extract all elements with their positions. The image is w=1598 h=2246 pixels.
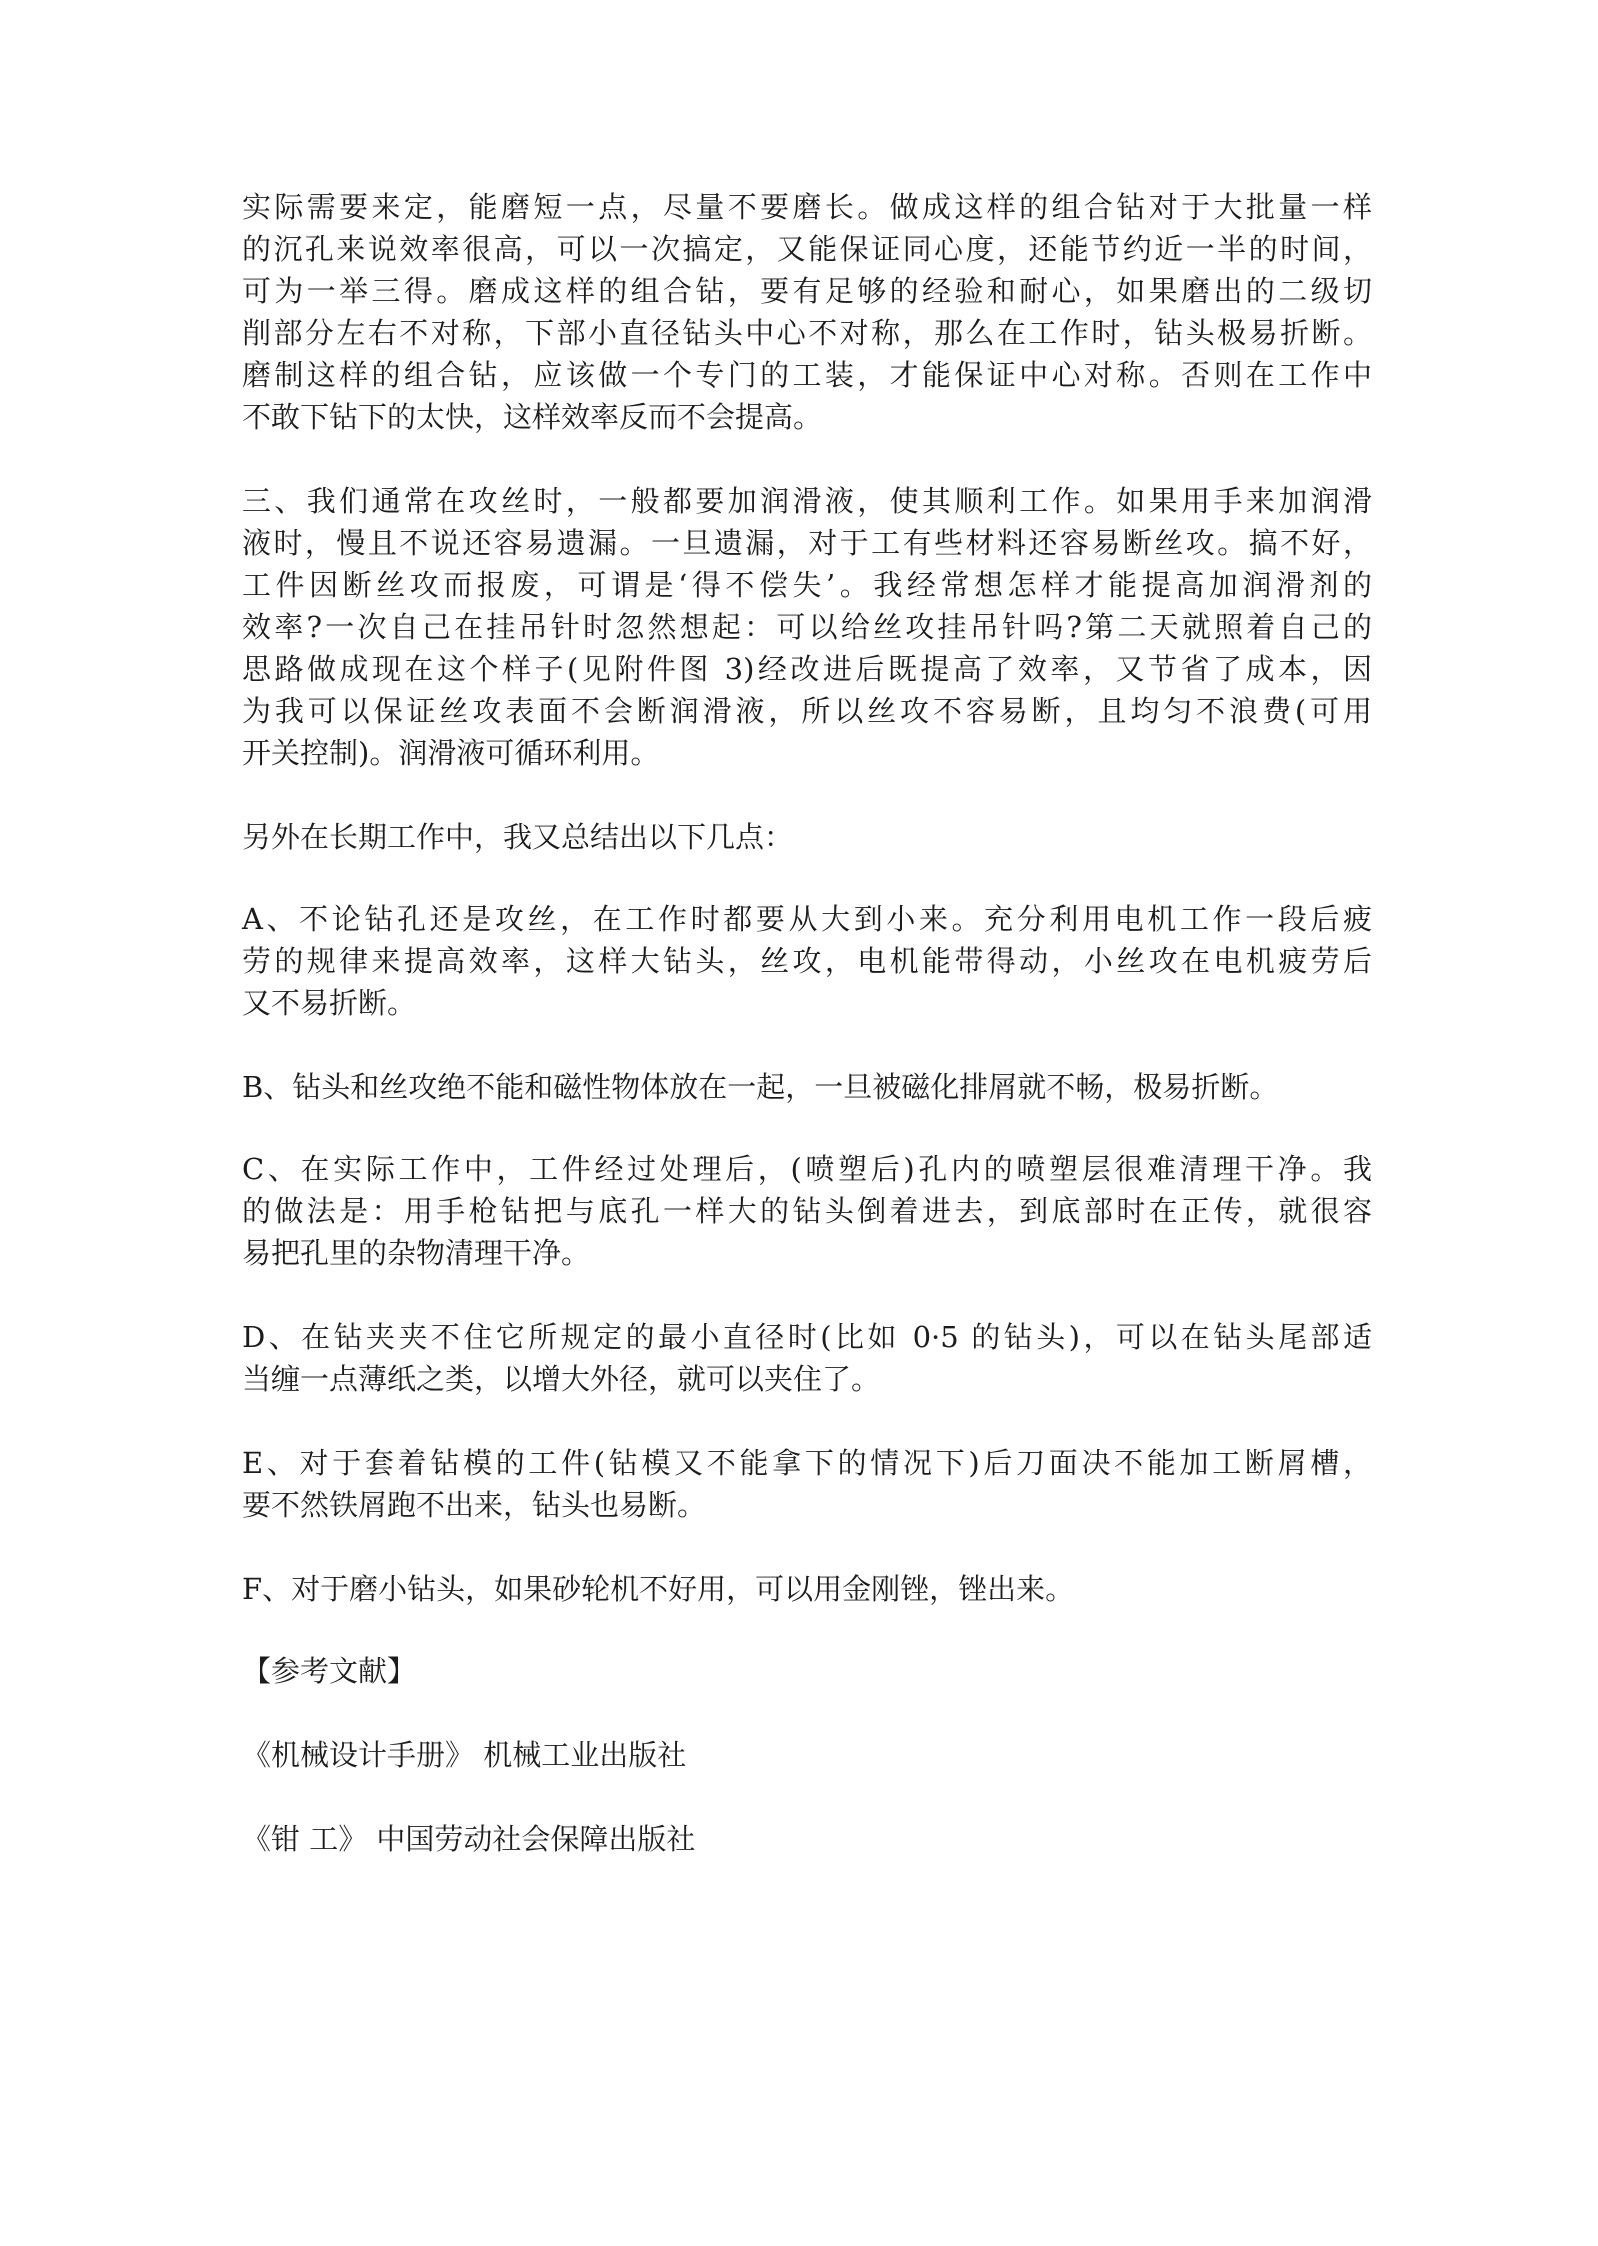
- text-line: 液时，慢且不说还容易遗漏。一旦遗漏，对于工有些材料还容易断丝攻。搞不好，: [242, 526, 1372, 560]
- text-line: 为我可以保证丝攻表面不会断润滑液，所以丝攻不容易断，且均匀不浪费(可用: [242, 694, 1372, 728]
- text-line: A、不论钻孔还是攻丝，在工作时都要从大到小来。充分利用电机工作一段后疲: [242, 902, 1372, 936]
- text-line: 削部分左右不对称，下部小直径钻头中心不对称，那么在工作时，钻头极易折断。: [242, 316, 1372, 350]
- text-line: 开关控制)。润滑液可循环利用。: [242, 736, 660, 770]
- point-f: F、对于磨小钻头，如果砂轮机不好用，可以用金刚锉，锉出来。: [242, 1572, 1075, 1606]
- point-b: B、钻头和丝攻绝不能和磁性物体放在一起，一旦被磁化排屑就不畅，极易折断。: [242, 1070, 1279, 1104]
- paragraph-combination-drill: [242, 186, 1372, 438]
- point-e: [242, 1442, 1372, 1526]
- paragraph-summary-intro: 另外在长期工作中，我又总结出以下几点：: [242, 820, 794, 854]
- text-line: 效率?一次自己在挂吊针时忽然想起：可以给丝攻挂吊针吗?第二天就照着自己的: [242, 610, 1372, 644]
- text-line: D、在钻夹夹不住它所规定的最小直径时(比如 0·5 的钻头)，可以在钻头尾部适: [242, 1320, 1372, 1354]
- reference-item: 《钳 工》 中国劳动社会保障出版社: [242, 1822, 696, 1856]
- text-line: 思路做成现在这个样子(见附件图 3)经改进后既提高了效率，又节省了成本，因: [242, 652, 1372, 686]
- reference-item: 《机械设计手册》 机械工业出版社: [242, 1738, 687, 1772]
- text-line: C、在实际工作中，工件经过处理后，(喷塑后)孔内的喷塑层很难清理干净。我: [242, 1152, 1372, 1186]
- point-d: [242, 1316, 1372, 1400]
- text-line: 要不然铁屑跑不出来，钻头也易断。: [242, 1488, 707, 1522]
- text-line: 又不易折断。: [242, 986, 417, 1020]
- point-a: [242, 898, 1372, 1024]
- text-line: 可为一举三得。磨成这样的组合钻，要有足够的经验和耐心，如果磨出的二级切: [242, 274, 1372, 308]
- text-line: 不敢下钻下的太快，这样效率反而不会提高。: [242, 400, 823, 434]
- text-line: 易把孔里的杂物清理干净。: [242, 1236, 591, 1270]
- text-line: E、对于套着钻模的工件(钻模又不能拿下的情况下)后刀面决不能加工断屑槽，: [242, 1446, 1372, 1480]
- text-line: 的沉孔来说效率很高，可以一次搞定，又能保证同心度，还能节约近一半的时间，: [242, 232, 1372, 266]
- text-line: 工件因断丝攻而报废，可谓是‘得不偿失’。我经常想怎样才能提高加润滑剂的: [242, 568, 1372, 602]
- paragraph-tapping-lubrication: [242, 480, 1372, 774]
- text-line: 当缠一点薄纸之类，以增大外径，就可以夹住了。: [242, 1362, 881, 1396]
- text-line: 磨制这样的组合钻，应该做一个专门的工装，才能保证中心对称。否则在工作中: [242, 358, 1372, 392]
- text-line: 的做法是：用手枪钻把与底孔一样大的钻头倒着进去，到底部时在正传，就很容: [242, 1194, 1372, 1228]
- references-heading: 【参考文献】: [242, 1654, 417, 1688]
- point-c: [242, 1148, 1372, 1274]
- text-line: 三、我们通常在攻丝时，一般都要加润滑液，使其顺利工作。如果用手来加润滑: [242, 484, 1372, 518]
- text-line: 劳的规律来提高效率，这样大钻头，丝攻，电机能带得动，小丝攻在电机疲劳后: [242, 944, 1372, 978]
- text-line: 实际需要来定，能磨短一点，尽量不要磨长。做成这样的组合钻对于大批量一样: [242, 190, 1372, 224]
- document-body: [242, 186, 1372, 1902]
